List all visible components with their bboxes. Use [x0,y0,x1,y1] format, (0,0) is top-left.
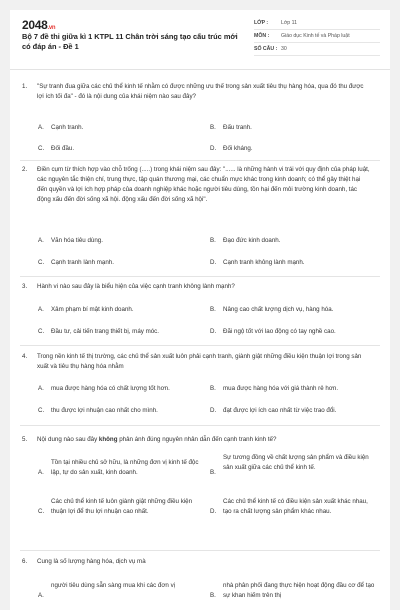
divider [20,550,380,551]
option-letter: B. [210,592,216,599]
option-text: Văn hóa tiêu dùng. [51,237,103,244]
divider [20,276,380,277]
option-text: đạt được lợi ích cao nhất từ việc trao đổi. [223,407,337,414]
question-text: Hành vi nào sau đây là biểu hiện của việc cạnh tranh không lành mạnh? [37,283,235,290]
question-text [37,435,372,445]
option-a[interactable] [38,458,206,488]
option-letter: C. [38,259,45,266]
divider [20,345,380,346]
option-letter: D. [210,145,217,152]
option-letter: A. [38,469,44,476]
question-text-part: Nội dung nào sau đây [37,436,99,443]
option-text: Đãi ngộ tốt với lao động có tay nghề cao. [223,328,336,335]
question-number: 1. [22,83,28,90]
option-text: Các chủ thể kinh tế luôn giành giật những điều kiện thuận lợi để thu lợi nhuận cao nhất. [51,498,193,515]
option-c[interactable] [38,497,206,527]
option-letter: A. [38,592,44,599]
option-letter: B. [210,306,216,313]
meta-key: MÔN : [254,33,270,39]
option-text: người tiêu dùng sẵn sàng mua khi các đơn vị [51,582,176,589]
logo-suffix: .vn [47,25,56,31]
option-text: Nâng cao chất lượng dịch vụ, hàng hóa. [223,306,334,313]
option-letter: A. [38,385,44,392]
meta-table [254,17,380,56]
option-letter: A. [38,237,44,244]
option-text: Sự tương đồng về chất lượng sản phẩm và điều kiện sản xuất giữa các chủ thể kinh tế. [223,454,369,471]
option-letter: B. [210,237,216,244]
divider [20,160,380,161]
meta-row-class [254,17,380,30]
option-text: Đầu tư, cải tiến trang thiết bị, máy móc. [51,328,160,335]
option-text: Đối kháng. [223,145,253,152]
document-header [10,10,390,70]
option-text: thu được lợi nhuận cao nhất cho mình. [51,407,158,414]
option-text: mua được hàng hóa có chất lượng tốt hơn. [51,385,170,392]
option-letter: D. [210,259,217,266]
option-text: Cạnh tranh. [51,124,84,131]
logo-text: 2048 [22,18,48,32]
option-letter: B. [210,124,216,131]
divider [20,425,380,426]
option-text: Các chủ thể kinh tế có điều kiện sản xuất khác nhau, tạo ra chất lượng sản phẩm khác nhau. [223,498,368,515]
option-text: nhà phân phối đang thực hiện hoạt động đầu cơ để tạo sự khan hiếm trên thị [223,582,375,599]
option-letter: C. [38,508,45,515]
option-letter: B. [210,385,216,392]
option-text: Đấu tranh. [223,124,252,131]
site-logo[interactable] [22,18,55,32]
option-text: Đạo đức kinh doanh. [223,237,281,244]
question-text: "Sự tranh đua giữa các chủ thể kinh tế nhằm có được những ưu thế trong sản xuất tiêu thụ hàng hóa, qua đó thu được lợi ích tối đa" - đó là nội dung của khái niệm nào sau đây? [37,83,364,100]
meta-key: SỐ CÂU : [254,46,278,52]
option-d[interactable] [210,497,380,527]
meta-row-subject [254,30,380,43]
question-keyword: không [98,436,118,443]
question-number: 3. [22,283,28,290]
question-text: Điền cụm từ thích hợp vào chỗ trống (.....) trong khái niệm sau đây: "...... là những hành vi trái với quy định của pháp luật, các nguyên tắc thiện chí, trung thực, tập quán thương mại, các chuẩn mực khác trong kinh doanh; có thể gây thiệt hại đến quyền và lợi ích hợp pháp của doanh nghiệp khác hoặc người tiêu dùng, tồn hại đến môi trường kinh doanh, tác động xấu đến đời sống xã hội. động xấu đến đời sống xã hội". [37,166,370,203]
question-number: 6. [22,558,28,565]
option-letter: C. [38,328,45,335]
document-page [10,10,390,610]
question-number: 5. [22,436,28,443]
option-letter: D. [210,328,217,335]
option-text: Cạnh tranh lành mạnh. [51,259,114,266]
option-text: Đối đầu. [51,145,75,152]
question-text-part: phản ánh đúng nguyên nhân dẫn đến cạnh tranh kinh tế? [117,436,277,443]
option-text: Tồn tại nhiều chủ sở hữu, là những đơn vị kinh tế độc lập, tự do sản xuất, kinh doanh. [51,459,199,476]
option-letter: B. [210,469,216,476]
option-letter: A. [38,306,44,313]
option-text: Cạnh tranh không lành mạnh. [223,259,305,266]
option-letter: A. [38,124,44,131]
option-letter: C. [38,145,45,152]
document-title: Bộ 7 đề thi giữa kì 1 KTPL 11 Chân trời sáng tạo cấu trúc mới có đáp án - Đề 1 [22,32,238,51]
meta-key: LỚP : [254,20,269,26]
meta-row-count [254,43,380,56]
question-text: Trong nền kinh tế thị trường, các chủ thể sản xuất luôn phải cạnh tranh, giành giật những điều kiện thuận lợi trong sản xuất và tiêu thụ hàng hóa nhằm [37,353,362,370]
question-text: Cung là số lượng hàng hóa, dịch vụ mà [37,558,146,565]
option-letter: D. [210,508,217,515]
option-text: mua được hàng hóa với giá thành rẻ hơn. [223,385,339,392]
question-number: 2. [22,166,28,173]
option-b[interactable] [210,581,380,610]
option-b[interactable] [210,453,380,483]
meta-value: Giáo dục Kinh tế và Pháp luật [281,33,350,39]
option-text: Xâm phạm bí mật kinh doanh. [51,306,134,313]
meta-value: Lớp 11 [281,20,297,26]
option-letter: D. [210,407,217,414]
meta-value: 30 [281,46,287,52]
option-a[interactable] [38,581,206,610]
option-letter: C. [38,407,45,414]
question-number: 4. [22,353,28,360]
